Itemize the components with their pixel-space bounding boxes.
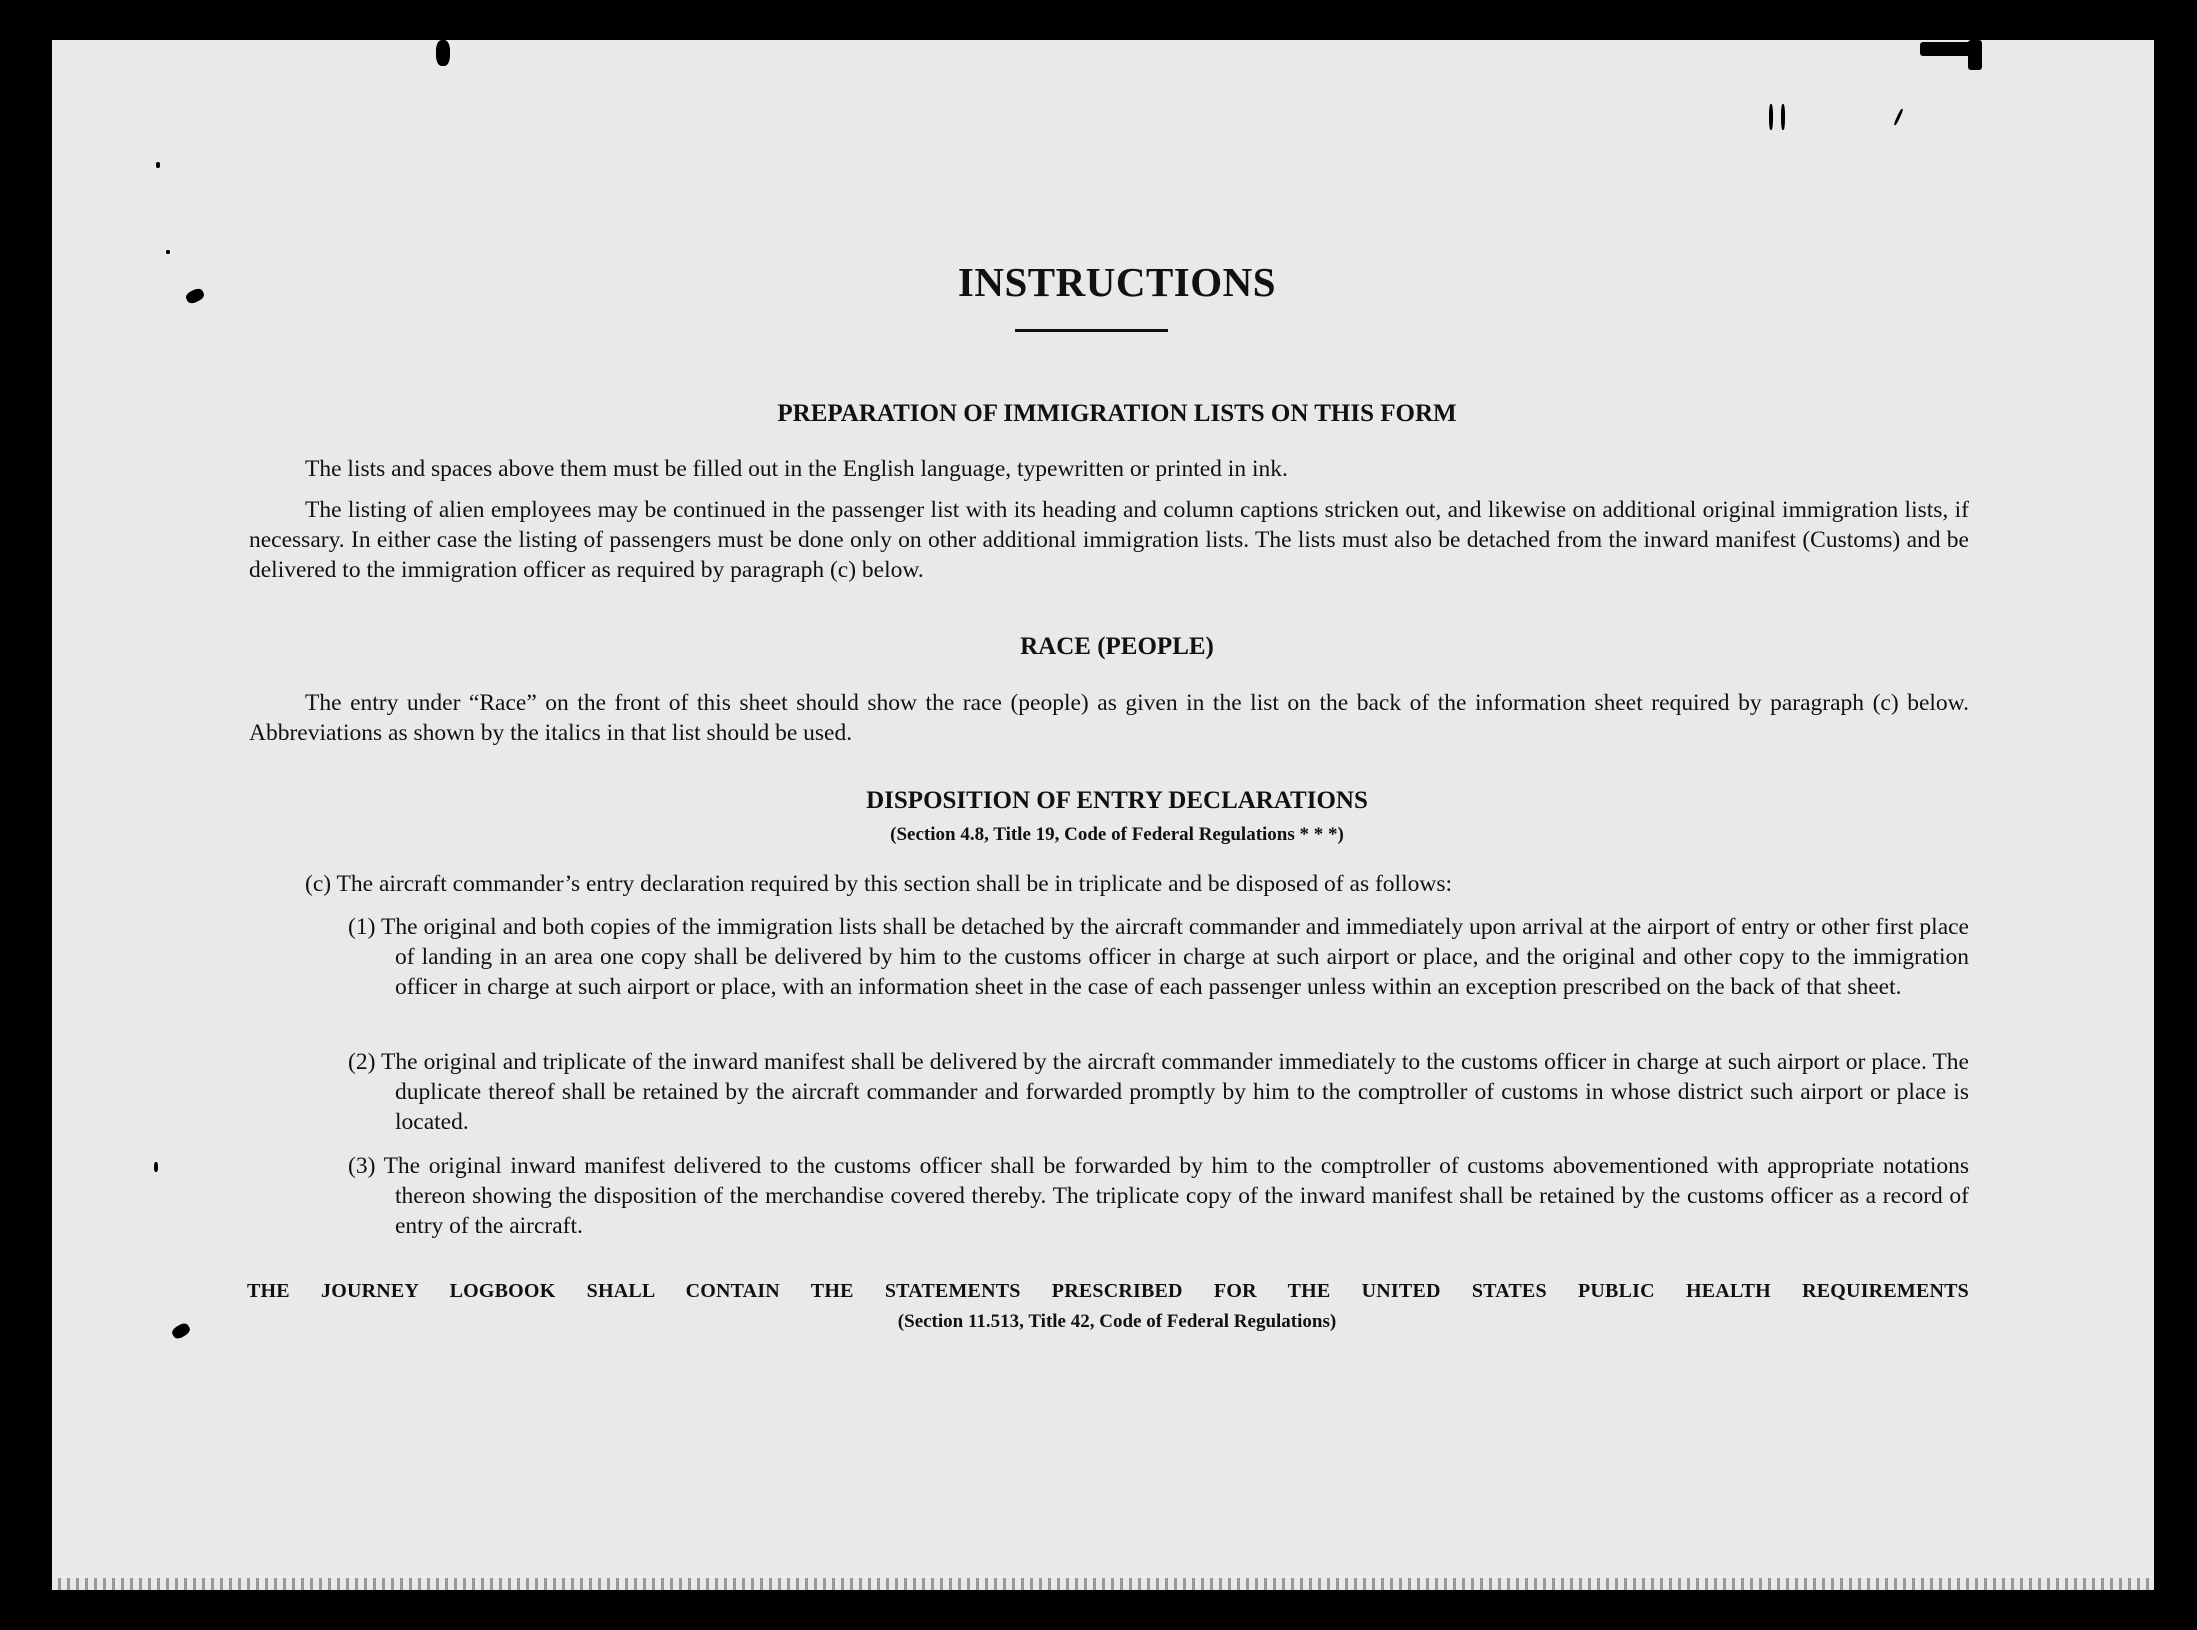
document-page	[52, 40, 2154, 1590]
paragraph-race-entry: The entry under “Race” on the front of this sheet should show the race (people) as given in the list on the back of the information sheet required by paragraph (c) below. Abbreviations as shown by the italics in that list should be used.	[249, 690, 1969, 746]
footer-public-health-statement: THE JOURNEY LOGBOOK SHALL CONTAIN THE STATEMENTS PRESCRIBED FOR THE UNITED STATES PUBLIC HEALTH REQUIREMENTS	[247, 1280, 1969, 1302]
section-heading-entry-declarations: DISPOSITION OF ENTRY DECLARATIONS	[866, 787, 1368, 814]
section-heading-race: RACE (PEOPLE)	[1020, 633, 1214, 660]
page-title: INSTRUCTIONS	[957, 259, 1277, 305]
paragraph-lists-language: The lists and spaces above them must be filled out in the English language, typewritten or printed in ink.	[305, 456, 1288, 482]
scan-speck	[154, 1162, 158, 1172]
torn-bottom-edge	[52, 1578, 2154, 1590]
paragraph-c-intro: (c) The aircraft commander’s entry declaration required by this section shall be in triplicate and be disposed of as follows:	[305, 871, 1452, 897]
scan-speck	[156, 162, 160, 168]
list-item-1: (1) The original and both copies of the immigration lists shall be detached by the aircraft commander and immediately upon arrival at the airport of entry or other first place of landing in an area one copy shall be delivered by him to the customs officer in charge at such airport or place, and the original and other copy to the immigration officer in charge at such airport or place, with an information sheet in the case of each passenger unless within an exception prescribed on the back of that sheet.	[348, 914, 1969, 1000]
list-item-2: (2) The original and triplicate of the inward manifest shall be delivered by the aircraft commander immediately to the customs officer in charge at such airport or place. The duplicate thereof shall be retained by the aircraft commander and forwarded promptly by him to the comptroller of customs in whose district such airport or place is located.	[348, 1049, 1969, 1135]
scan-speck	[1968, 40, 1982, 70]
scan-speck	[1781, 104, 1785, 130]
paragraph-alien-employees: The listing of alien employees may be continued in the passenger list with its heading and column captions stricken out, and likewise on additional original immigration lists, if necessary. In either case the listing of passengers must be done only on other additional immigration lists. The lists must also be detached from the inward manifest (Customs) and be delivered to the immigration officer as required by paragraph (c) below.	[249, 497, 1969, 583]
footer-citation-title-42: (Section 11.513, Title 42, Code of Federal Regulations)	[897, 1311, 1337, 1332]
section-citation-title-19: (Section 4.8, Title 19, Code of Federal Regulations * * *)	[890, 824, 1344, 845]
list-item-3: (3) The original inward manifest delivered to the customs officer shall be forwarded by him to the comptroller of customs abovementioned with appropriate notations thereon showing the disposition of the merchandise covered thereby. The triplicate copy of the inward manifest shall be retained by the customs officer as a record of entry of the aircraft.	[348, 1153, 1969, 1239]
section-heading-immigration-lists: PREPARATION OF IMMIGRATION LISTS ON THIS FORM	[777, 400, 1457, 427]
page-content	[52, 40, 2154, 1590]
title-underline	[1015, 329, 1168, 332]
scan-speck	[1769, 104, 1773, 130]
scan-speck	[166, 250, 170, 254]
scan-speck	[436, 40, 450, 66]
